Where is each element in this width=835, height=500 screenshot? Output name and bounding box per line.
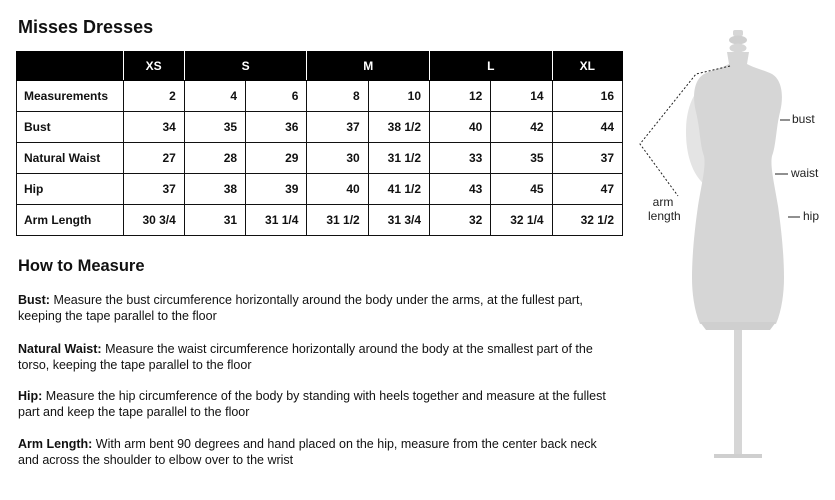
table-cell: 31 3/4: [368, 205, 429, 236]
table-cell: 40: [430, 112, 491, 143]
table-cell: 37: [307, 112, 368, 143]
instruction-text: With arm bent 90 degrees and hand placed on the hip, measure from the center back neck and across the shoulder to elbow over to the wrist: [18, 437, 597, 467]
table-cell: 30 3/4: [123, 205, 184, 236]
instruction-term: Bust:: [18, 293, 50, 307]
table-row-bust: [17, 112, 623, 143]
table-cell: 6: [246, 81, 307, 112]
table-cell: 32: [430, 205, 491, 236]
mannequin-neck: [727, 52, 749, 64]
table-row-hip: [17, 174, 623, 205]
table-cell: 32 1/4: [491, 205, 552, 236]
table-row-arm-length: [17, 205, 623, 236]
table-cell: 29: [246, 143, 307, 174]
row-label: Measurements: [17, 81, 124, 112]
size-header-s: S: [184, 52, 307, 81]
table-cell: 31 1/4: [246, 205, 307, 236]
table-cell: 36: [246, 112, 307, 143]
bust-instruction: [18, 292, 618, 324]
table-row-measurements: [17, 81, 623, 112]
arm-length-instruction: [18, 436, 618, 468]
table-cell: 31 1/2: [368, 143, 429, 174]
table-cell: 16: [552, 81, 622, 112]
size-header-row: [17, 52, 623, 81]
table-cell: 47: [552, 174, 622, 205]
dress-form-illustration: [630, 20, 835, 470]
table-cell: 31: [184, 205, 245, 236]
table-cell: 43: [430, 174, 491, 205]
mannequin-hem: [700, 322, 776, 330]
page-title: Misses Dresses: [18, 17, 154, 37]
table-cell: 42: [491, 112, 552, 143]
dress-form-figure: [630, 20, 835, 470]
arm-label-line2: length: [648, 209, 681, 223]
table-cell: 39: [246, 174, 307, 205]
table-cell: 31 1/2: [307, 205, 368, 236]
table-cell: 45: [491, 174, 552, 205]
table-cell: 40: [307, 174, 368, 205]
table-cell: 2: [123, 81, 184, 112]
size-header-xl: XL: [552, 52, 622, 81]
instruction-text: Measure the waist circumference horizontally around the body at the smallest part of the torso, keeping the tape parallel to the floor: [18, 342, 593, 372]
table-cell: 41 1/2: [368, 174, 429, 205]
header-corner-cell: [17, 52, 124, 81]
table-cell: 38: [184, 174, 245, 205]
table-row-natural-waist: [17, 143, 623, 174]
size-header-m: M: [307, 52, 430, 81]
row-label: Bust: [17, 112, 124, 143]
table-cell: 34: [123, 112, 184, 143]
table-cell: 10: [368, 81, 429, 112]
waist-label: waist: [791, 166, 819, 180]
waist-instruction: [18, 341, 618, 373]
instruction-text: Measure the hip circumference of the body by standing with heels together and measure at the fullest part and keep the tape parallel to the floor: [18, 389, 606, 419]
arm-label-line1: arm: [652, 195, 674, 209]
table-cell: 4: [184, 81, 245, 112]
mannequin-stand-base: [714, 454, 762, 458]
hip-label: hip: [803, 209, 820, 223]
table-cell: 44: [552, 112, 622, 143]
table-cell: 35: [184, 112, 245, 143]
table-cell: 28: [184, 143, 245, 174]
table-cell: 8: [307, 81, 368, 112]
row-label: Hip: [17, 174, 124, 205]
table-cell: 12: [430, 81, 491, 112]
mannequin-stand-pole: [734, 330, 742, 454]
arm-length-label: [648, 195, 681, 223]
instruction-term: Natural Waist:: [18, 342, 102, 356]
size-chart-table: [16, 51, 623, 236]
instruction-text: Measure the bust circumference horizontally around the body under the arms, at the fullest part, keeping the tape parallel to the floor: [18, 293, 583, 323]
mannequin-body: [692, 64, 784, 324]
table-cell: 27: [123, 143, 184, 174]
how-to-measure-heading: How to Measure: [18, 257, 145, 275]
bust-label: bust: [792, 112, 815, 126]
instruction-term: Arm Length:: [18, 437, 93, 451]
row-label: Arm Length: [17, 205, 124, 236]
instruction-term: Hip:: [18, 389, 43, 403]
table-cell: 37: [123, 174, 184, 205]
size-header-l: L: [430, 52, 553, 81]
table-cell: 38 1/2: [368, 112, 429, 143]
table-cell: 30: [307, 143, 368, 174]
table-cell: 14: [491, 81, 552, 112]
table-cell: 33: [430, 143, 491, 174]
table-cell: 32 1/2: [552, 205, 622, 236]
mannequin-knob: [729, 30, 747, 53]
row-label: Natural Waist: [17, 143, 124, 174]
hip-instruction: [18, 388, 618, 420]
size-header-xs: XS: [123, 52, 184, 81]
table-cell: 35: [491, 143, 552, 174]
table-cell: 37: [552, 143, 622, 174]
